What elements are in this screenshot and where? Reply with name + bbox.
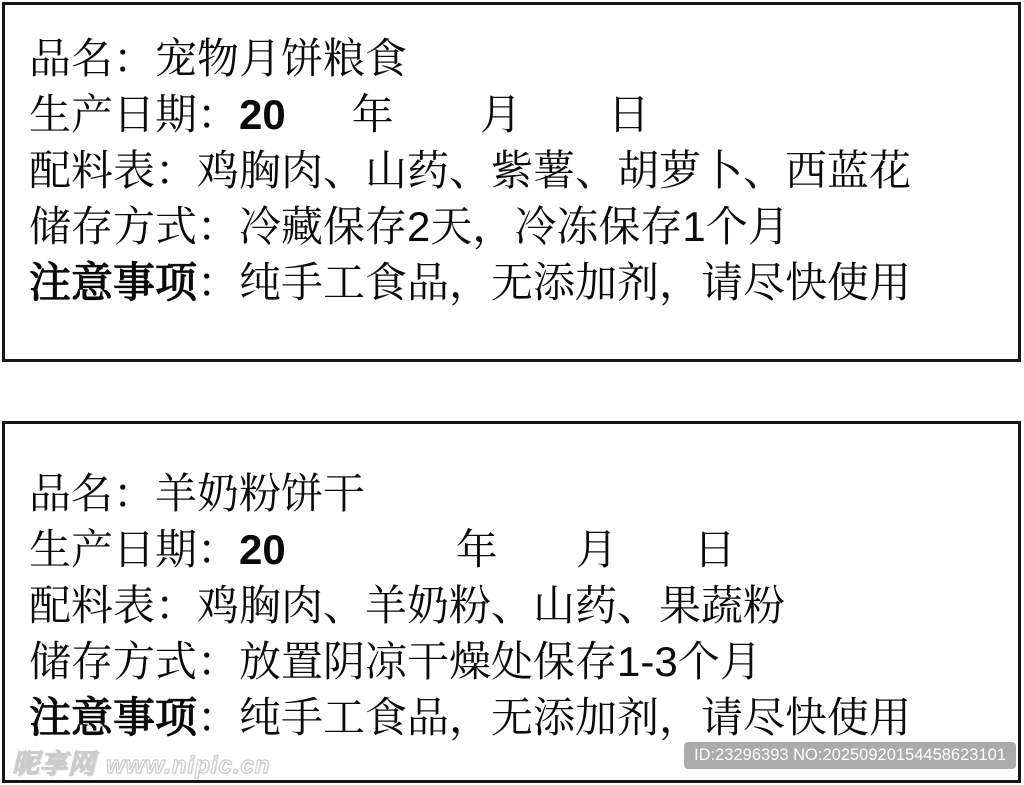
notice-prefix: 注意事项 [29,259,198,306]
ingredients-text: 配料表：鸡胸肉、山药、紫薯、胡萝卜、西蓝花 [29,147,912,194]
label-rows [5,424,1018,746]
notice-line [29,690,1018,746]
watermark-site-logo: 昵享网 [12,749,96,779]
production-date-line [29,87,1018,143]
watermark-id-badge: ID:23296393 NO:20250920154458623101 [684,742,1016,769]
watermark-site-url: www.nipic.cn [106,752,271,779]
storage-line [29,199,1018,255]
date-year-value: 20 [239,91,286,138]
product-name-text: 品名：羊奶粉饼干 [29,470,366,517]
label-rows [5,5,1018,311]
ingredients-line [29,143,1018,199]
date-year-unit: 年 [351,91,394,138]
notice-prefix: 注意事项 [29,694,198,741]
date-month-unit: 月 [575,526,618,573]
ingredients-text: 配料表：鸡胸肉、羊奶粉、山药、果蔬粉 [29,582,786,629]
date-prefix: 生产日期： [29,91,240,138]
date-day-unit: 日 [693,526,736,573]
storage-line [29,634,1018,690]
date-month-unit: 月 [479,91,522,138]
product-name-text: 品名：宠物月饼粮食 [29,35,408,82]
production-date-line [29,522,1018,578]
date-prefix: 生产日期： [29,526,240,573]
date-day-unit: 日 [607,91,650,138]
ingredients-line [29,578,1018,634]
watermark-site [12,742,270,781]
product-name-line [29,466,1018,522]
notice-line [29,255,1018,311]
notice-text: ：纯手工食品，无添加剂，请尽快使用 [197,259,912,306]
label-card-pet-mooncake [2,2,1021,362]
storage-text: 储存方式：放置阴凉干燥处保存1-3个月 [29,638,762,685]
label-card-goat-milk-biscuit [2,421,1021,783]
notice-text: ：纯手工食品，无添加剂，请尽快使用 [197,694,912,741]
date-year-unit: 年 [455,526,498,573]
storage-text: 储存方式：冷藏保存2天，冷冻保存1个月 [29,203,790,250]
date-year-value: 20 [239,526,286,573]
product-name-line [29,31,1018,87]
